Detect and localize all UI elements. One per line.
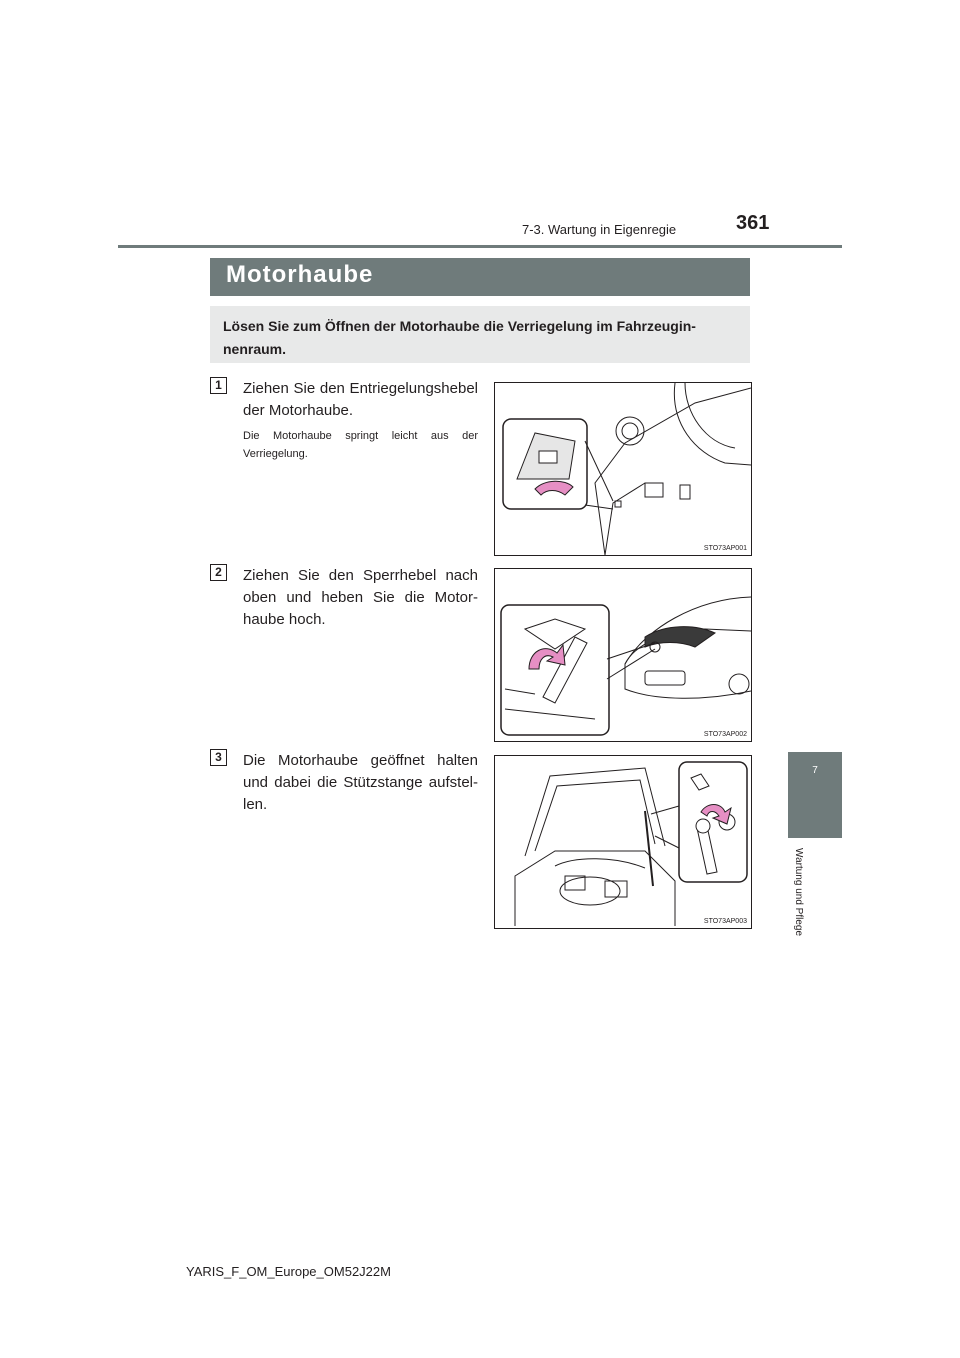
- step-1-text: Ziehen Sie den Entriegelungshebel der Motorhaube.: [243, 380, 478, 419]
- chapter-tab: [788, 752, 842, 838]
- intro-text: Lösen Sie zum Öffnen der Motorhaube die Verriegelung im Fahrzeugin-nenraum.: [223, 318, 696, 357]
- chapter-name-wrapper: [790, 848, 806, 938]
- step-1-note: Die Motorhaube springt leicht aus der Verriegelung.: [243, 430, 478, 460]
- figure-code: STO73AP001: [703, 545, 747, 552]
- figure-code: STO73AP002: [703, 731, 747, 738]
- figure-hood-release-lever: [494, 382, 752, 556]
- figure-code: STO73AP003: [703, 918, 747, 925]
- intro-box: [210, 306, 750, 363]
- step-marker-3: 3: [210, 749, 227, 766]
- lock-lever-illustration: [495, 569, 751, 741]
- support-rod-illustration: [495, 756, 751, 928]
- figure-support-rod: [494, 755, 752, 929]
- section-title-bar: [210, 258, 750, 296]
- step-2-text: Ziehen Sie den Sperrhebel nach oben und heben Sie die Motor-haube hoch.: [243, 567, 478, 628]
- page-number: 361: [736, 212, 770, 234]
- section-reference: 7-3. Wartung in Eigenregie: [522, 222, 677, 237]
- step-marker-2: 2: [210, 564, 227, 581]
- figure-lock-lever: [494, 568, 752, 742]
- section-title: Motorhaube: [226, 261, 374, 288]
- chapter-name: Wartung und Pflege: [793, 848, 804, 937]
- footer-doc-id: YARIS_F_OM_Europe_OM52J22M: [186, 1264, 391, 1279]
- step-marker-1: 1: [210, 377, 227, 394]
- hood-release-illustration: [495, 383, 751, 555]
- step-3-text: Die Motorhaube geöffnet halten und dabei die Stützstange aufstel-len.: [243, 752, 478, 813]
- chapter-number: 7: [812, 765, 818, 776]
- header-rule: [118, 245, 842, 248]
